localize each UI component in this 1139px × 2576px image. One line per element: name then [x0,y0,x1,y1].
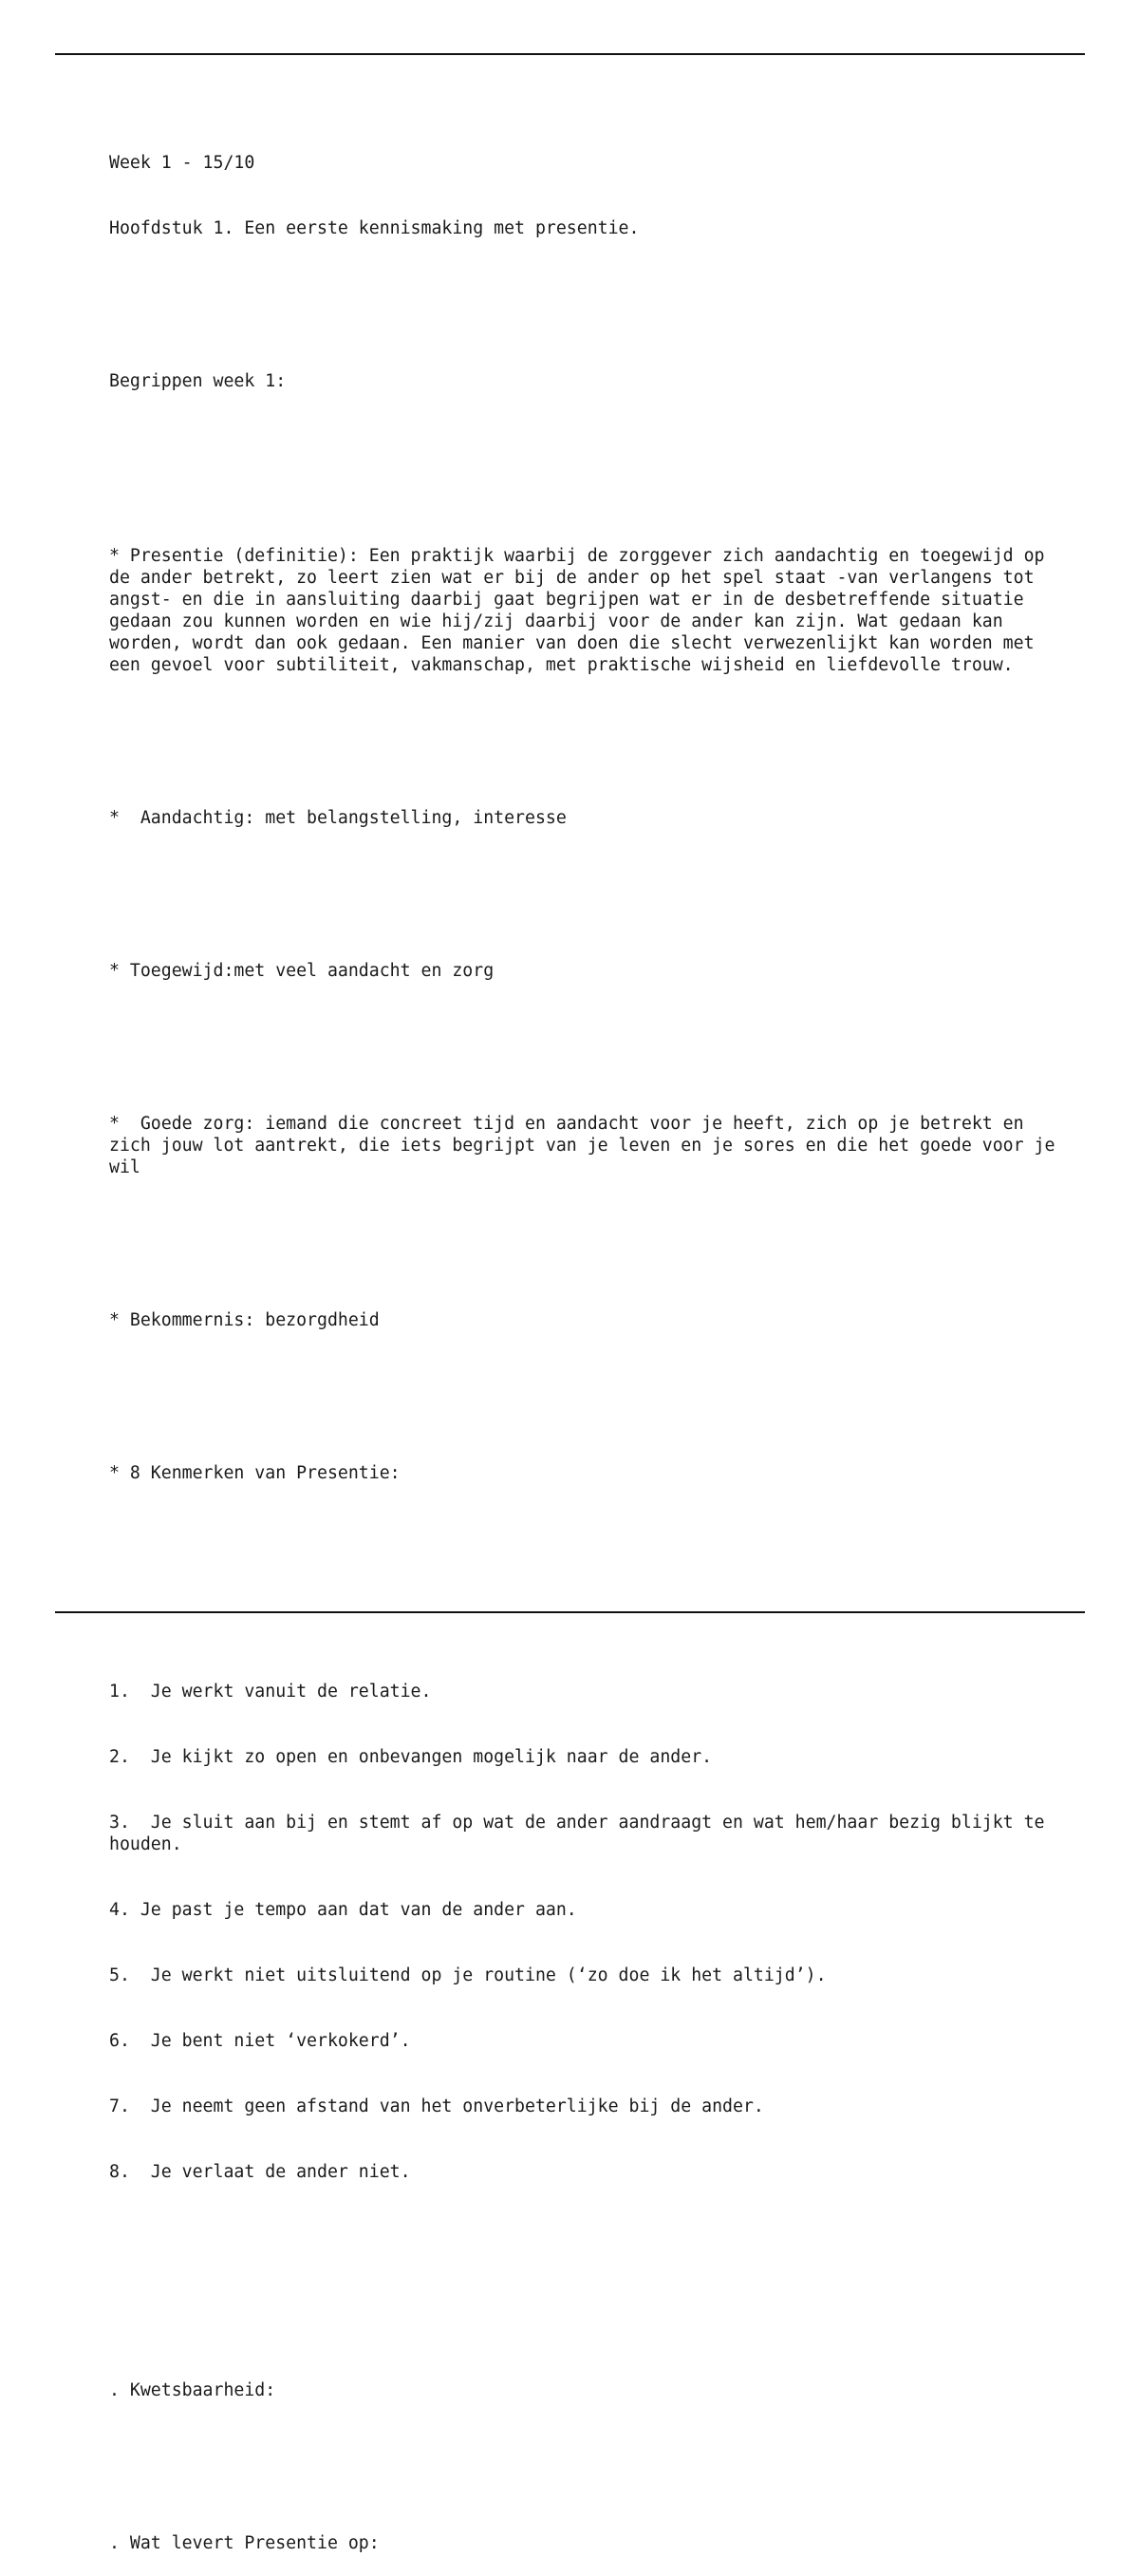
kenmerken-list [109,1637,1058,2227]
list-item: 2. Je kijkt zo open en onbevangen mogelijk naar de ander. [109,1747,713,1767]
definition-goede-zorg: * Goede zorg: iemand die concreet tijd en aandacht voor je heeft, zich op je betrekt en zich jouw lot aantrekt, die iets begrijpt van je leven en je sores en die het goede voor je wil [109,1114,1066,1177]
definition-aandachtig: * Aandachtig: met belangstelling, interesse [109,808,567,828]
list-item: 1. Je werkt vanuit de relatie. [109,1682,432,1702]
document-body [109,108,1066,2576]
kenmerken-heading: * 8 Kenmerken van Presentie: [109,1463,401,1483]
open-item-wat-levert-presentie-op: . Wat levert Presentie op: [109,2533,380,2553]
week-heading: Week 1 - 15/10 [109,153,255,173]
definition-presentie: * Presentie (definitie): Een praktijk waarbij de zorggever zich aandachtig en toegewijd op de ander betrekt, zo leert zien wat er bij de ander op het spel staat -van verlangens tot angst- en die in aansluiting daarbij gaat begrijpen wat er in de desbetreffende situatie gedaan zou kunnen worden en wie hij/zij daarbij voor de ander kan zijn. Wat gedaan kan worden, wordt dan ook gedaan. Een manier van doen die slecht verwezenlijkt kan worden met een gevoel voor subtiliteit, vakmanschap, met praktische wijsheid en liefdevolle trouw. [109,546,1055,675]
list-item: 4. Je past je tempo aan dat van de ander aan. [109,1900,577,1920]
definition-toegewijd: * Toegewijd:met veel aandacht en zorg [109,961,495,981]
list-item: 6. Je bent niet ‘verkokerd’. [109,2031,411,2051]
list-item: 8. Je verlaat de ander niet. [109,2162,411,2182]
section-title: Begrippen week 1: [109,371,287,391]
list-item: 3. Je sluit aan bij en stemt af op wat de ander aandraagt en wat hem/haar bezig blijkt te houden. [109,1813,1055,1854]
definition-bekommernis: * Bekommernis: bezorgdheid [109,1310,380,1330]
list-item: 5. Je werkt niet uitsluitend op je routine (‘zo doe ik het altijd’). [109,1965,827,1985]
chapter-heading: Hoofdstuk 1. Een eerste kennismaking met presentie. [109,218,640,238]
list-item: 7. Je neemt geen afstand van het onverbeterlijke bij de ander. [109,2097,764,2116]
top-rule [55,53,1085,55]
bottom-rule [55,1611,1085,1613]
open-item-kwetsbaarheid: . Kwetsbaarheid: [109,2380,276,2400]
